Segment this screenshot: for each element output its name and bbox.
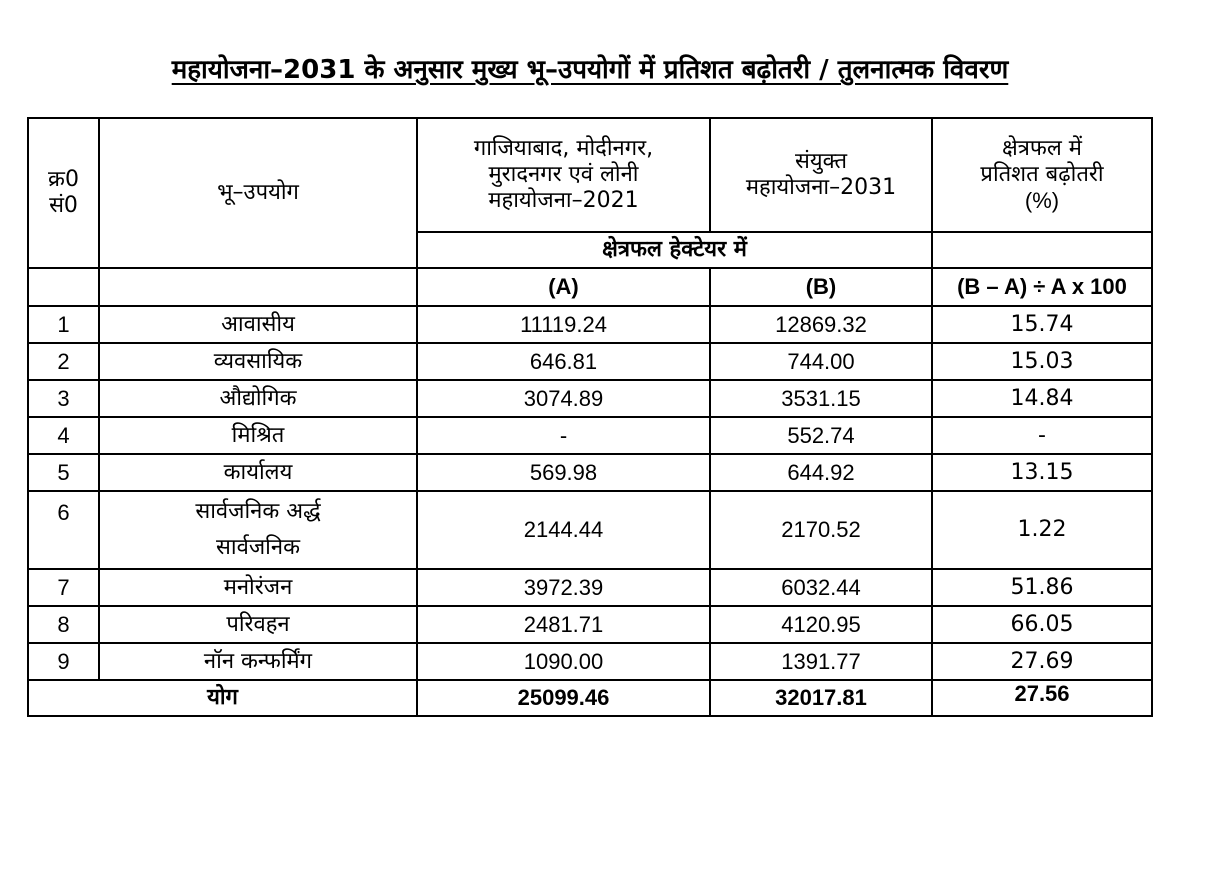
header-plan-2031 [710, 118, 932, 232]
row-area-a: 2144.44 [417, 491, 710, 569]
table-row [28, 454, 1152, 491]
total-area-a: 25099.46 [417, 680, 710, 716]
column-label-formula: (B – A) ÷ A x 100 [932, 268, 1152, 306]
row-area-b: 3531.15 [710, 380, 932, 417]
row-land-use [99, 491, 417, 569]
land-use-table [27, 117, 1153, 717]
header-blank [932, 232, 1152, 268]
row-area-a: - [417, 417, 710, 454]
page-title [100, 50, 1080, 86]
row-area-b: 552.74 [710, 417, 932, 454]
row-land-use: व्यवसायिक [99, 343, 417, 380]
row-area-a: 569.98 [417, 454, 710, 491]
total-row [28, 680, 1152, 716]
header-increase-line3: (%) [1024, 188, 1060, 213]
row-increase: 15.03 [932, 343, 1152, 380]
table-row [28, 306, 1152, 343]
row-land-use: परिवहन [99, 606, 417, 643]
row-serial: 5 [28, 454, 99, 491]
row-increase: - [932, 417, 1152, 454]
table-row [28, 606, 1152, 643]
header-plan-2021-line3: महायोजना–2021 [488, 188, 639, 213]
row-area-a: 1090.00 [417, 643, 710, 680]
header-increase-line2: प्रतिशत बढ़ोतरी [980, 162, 1104, 187]
table-row [28, 643, 1152, 680]
column-label-blank-2 [99, 268, 417, 306]
header-increase-line1: क्षेत्रफल में [1002, 136, 1082, 161]
header-row [28, 118, 1152, 232]
header-area-hectare: क्षेत्रफल हेक्टेयर में [417, 232, 932, 268]
column-label-row [28, 268, 1152, 306]
row-area-b: 1391.77 [710, 643, 932, 680]
row-serial: 1 [28, 306, 99, 343]
header-plan-2021-line1: गाजियाबाद, मोदीनगर, [473, 136, 654, 161]
row-serial: 9 [28, 643, 99, 680]
header-land-use: भू–उपयोग [99, 118, 417, 268]
header-plan-2031-line2: महायोजना–2031 [745, 175, 897, 200]
column-label-a: (A) [417, 268, 710, 306]
row-area-b: 644.92 [710, 454, 932, 491]
header-serial-line2: सं0 [49, 193, 78, 218]
row-area-a: 3074.89 [417, 380, 710, 417]
header-serial-line1: क्र0 [48, 167, 79, 192]
table-row [28, 569, 1152, 606]
row-serial: 2 [28, 343, 99, 380]
total-area-b: 32017.81 [710, 680, 932, 716]
header-plan-2021 [417, 118, 710, 232]
row-increase: 14.84 [932, 380, 1152, 417]
header-plan-2031-line1: संयुक्त [795, 149, 847, 174]
row-land-use: मनोरंजन [99, 569, 417, 606]
total-label: योग [28, 680, 417, 716]
column-label-blank-1 [28, 268, 99, 306]
row-increase: 15.74 [932, 306, 1152, 343]
row-serial: 8 [28, 606, 99, 643]
header-plan-2021-line2: मुरादनगर एवं लोनी [488, 162, 639, 187]
column-label-b: (B) [710, 268, 932, 306]
row-serial: 7 [28, 569, 99, 606]
row-area-b: 12869.32 [710, 306, 932, 343]
row-area-a: 11119.24 [417, 306, 710, 343]
table-row [28, 491, 1152, 569]
row-increase: 66.05 [932, 606, 1152, 643]
row-land-use-line1: सार्वजनिक अर्द्ध [195, 499, 321, 524]
row-increase: 51.86 [932, 569, 1152, 606]
row-area-b: 744.00 [710, 343, 932, 380]
page-title-text: महायोजना–2031 के अनुसार मुख्य भू–उपयोगों में प्रतिशत बढ़ोतरी / तुलनात्मक विवरण [171, 55, 1009, 85]
row-area-b: 6032.44 [710, 569, 932, 606]
row-land-use: नॉन कन्फर्मिंग [99, 643, 417, 680]
table-row [28, 380, 1152, 417]
header-percent-increase [932, 118, 1152, 232]
row-area-a: 2481.71 [417, 606, 710, 643]
row-increase: 13.15 [932, 454, 1152, 491]
row-area-a: 3972.39 [417, 569, 710, 606]
row-serial: 6 [28, 491, 99, 569]
row-land-use: मिश्रित [99, 417, 417, 454]
row-area-a: 646.81 [417, 343, 710, 380]
row-serial: 4 [28, 417, 99, 454]
row-land-use: औद्योगिक [99, 380, 417, 417]
row-area-b: 4120.95 [710, 606, 932, 643]
row-land-use: आवासीय [99, 306, 417, 343]
table-row [28, 417, 1152, 454]
row-serial: 3 [28, 380, 99, 417]
row-increase: 27.69 [932, 643, 1152, 680]
row-area-b: 2170.52 [710, 491, 932, 569]
row-increase: 1.22 [932, 491, 1152, 569]
header-serial [28, 118, 99, 268]
row-land-use-line2: सार्वजनिक [216, 535, 300, 560]
table-row [28, 343, 1152, 380]
total-increase: 27.56 [932, 680, 1152, 716]
row-land-use: कार्यालय [99, 454, 417, 491]
